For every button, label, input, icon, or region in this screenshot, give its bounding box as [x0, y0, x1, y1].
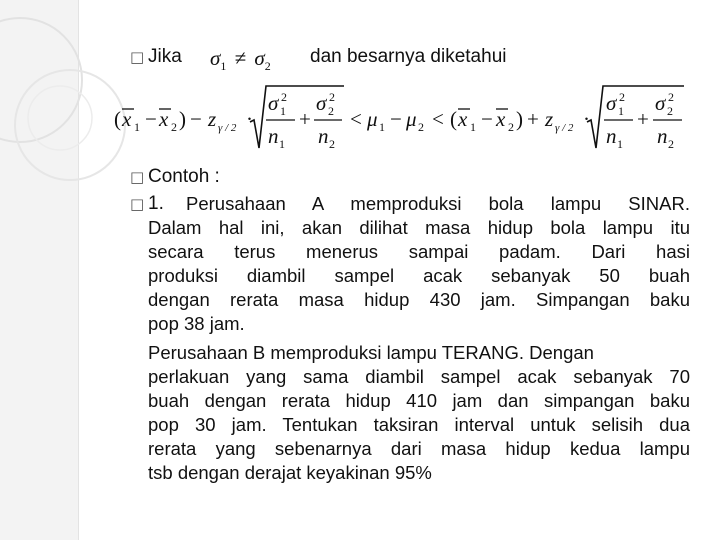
svg-text:·: · [583, 107, 590, 131]
formula-open-paren: ( [114, 107, 121, 131]
svg-text:−: − [390, 107, 402, 131]
svg-text:x: x [496, 107, 506, 131]
svg-text:1: 1 [279, 137, 285, 151]
svg-text:2: 2 [668, 137, 674, 151]
bullet-icon: □ [130, 168, 145, 186]
svg-text:μ: μ [367, 107, 378, 131]
svg-text:1: 1 [134, 120, 140, 134]
svg-text:1: 1 [617, 137, 623, 151]
svg-text:μ: μ [406, 107, 417, 131]
svg-text:): ) [516, 107, 523, 131]
condition-expression: $\sigma_1 \ne \sigma_2$ [210, 46, 271, 74]
paragraph-line: perlakuan yang sama diambil sampel acak sebanyak 70 [148, 366, 690, 387]
svg-text:(: ( [450, 107, 457, 131]
svg-text:+: + [299, 107, 311, 131]
svg-text:n: n [606, 124, 617, 148]
svg-text:1: 1 [618, 104, 624, 118]
svg-text:n: n [657, 124, 668, 148]
paragraph-line: Dalam hal ini, akan dilihat masa hidup bola lampu itu [148, 217, 690, 238]
svg-text:γ / 2: γ / 2 [218, 122, 237, 134]
svg-text:2: 2 [619, 90, 625, 104]
svg-text:2: 2 [329, 137, 335, 151]
svg-text:): ) [179, 107, 186, 131]
svg-text:−: − [145, 107, 157, 131]
svg-text:2: 2 [418, 120, 424, 134]
svg-text:+: + [637, 107, 649, 131]
paragraph-line: secara terus menerus sampai padam. Dari hasi [148, 241, 690, 262]
jika-label: Jika [148, 46, 182, 67]
svg-text:x: x [122, 107, 132, 131]
svg-text:2: 2 [328, 104, 334, 118]
paragraph-line: rerata yang sebenarnya dari masa hidup kedua lampu [148, 438, 690, 459]
contoh-label: Contoh : [148, 166, 220, 187]
svg-text:σ: σ [268, 91, 279, 115]
svg-text:−: − [190, 107, 202, 131]
bullet-icon: □ [130, 48, 145, 66]
svg-text:n: n [268, 124, 279, 148]
paragraph-line: Perusahaan A memproduksi bola lampu SINAR. [186, 193, 690, 214]
svg-text:−: − [481, 107, 493, 131]
paragraph-line: Perusahaan B memproduksi lampu TERANG. Dengan [148, 342, 594, 363]
svg-text:2: 2 [281, 90, 287, 104]
svg-text:z: z [545, 107, 554, 131]
example-number: 1. [148, 193, 164, 214]
svg-text:2: 2 [329, 90, 335, 104]
svg-text:+: + [527, 107, 539, 131]
svg-text:σ: σ [655, 91, 666, 115]
example-paragraph-2 [148, 341, 690, 485]
svg-text:x: x [458, 107, 468, 131]
svg-text:2: 2 [508, 120, 514, 134]
svg-text:1: 1 [379, 120, 385, 134]
svg-text:z: z [208, 107, 217, 131]
svg-text:1: 1 [280, 104, 286, 118]
svg-text:σ: σ [606, 91, 617, 115]
svg-text:n: n [318, 124, 329, 148]
condition-tail: dan besarnya diketahui [310, 46, 507, 67]
svg-text:2: 2 [667, 104, 673, 118]
svg-text:·: · [246, 107, 253, 131]
confidence-interval-formula [112, 82, 712, 162]
svg-text:2: 2 [171, 120, 177, 134]
svg-text:1: 1 [470, 120, 476, 134]
paragraph-line: dengan rerata masa hidup 430 jam. Simpangan baku [148, 289, 690, 310]
paragraph-line: buah dengan rerata hidup 410 jam dan simpangan baku [148, 390, 690, 411]
paragraph-line: tsb dengan derajat keyakinan 95% [148, 462, 432, 483]
svg-text:γ / 2: γ / 2 [555, 122, 574, 134]
example-paragraph-1 [148, 192, 690, 336]
paragraph-line: pop 38 jam. [148, 313, 245, 334]
bullet-icon: □ [130, 195, 145, 213]
svg-text:x: x [159, 107, 169, 131]
svg-text:2: 2 [668, 90, 674, 104]
svg-text:<: < [432, 107, 444, 131]
paragraph-line: pop 30 jam. Tentukan taksiran interval untuk selisih dua [148, 414, 690, 435]
svg-text:σ: σ [316, 91, 327, 115]
svg-text:<: < [350, 107, 362, 131]
paragraph-line: produksi diambil sampel acak sebanyak 50 buah [148, 265, 690, 286]
